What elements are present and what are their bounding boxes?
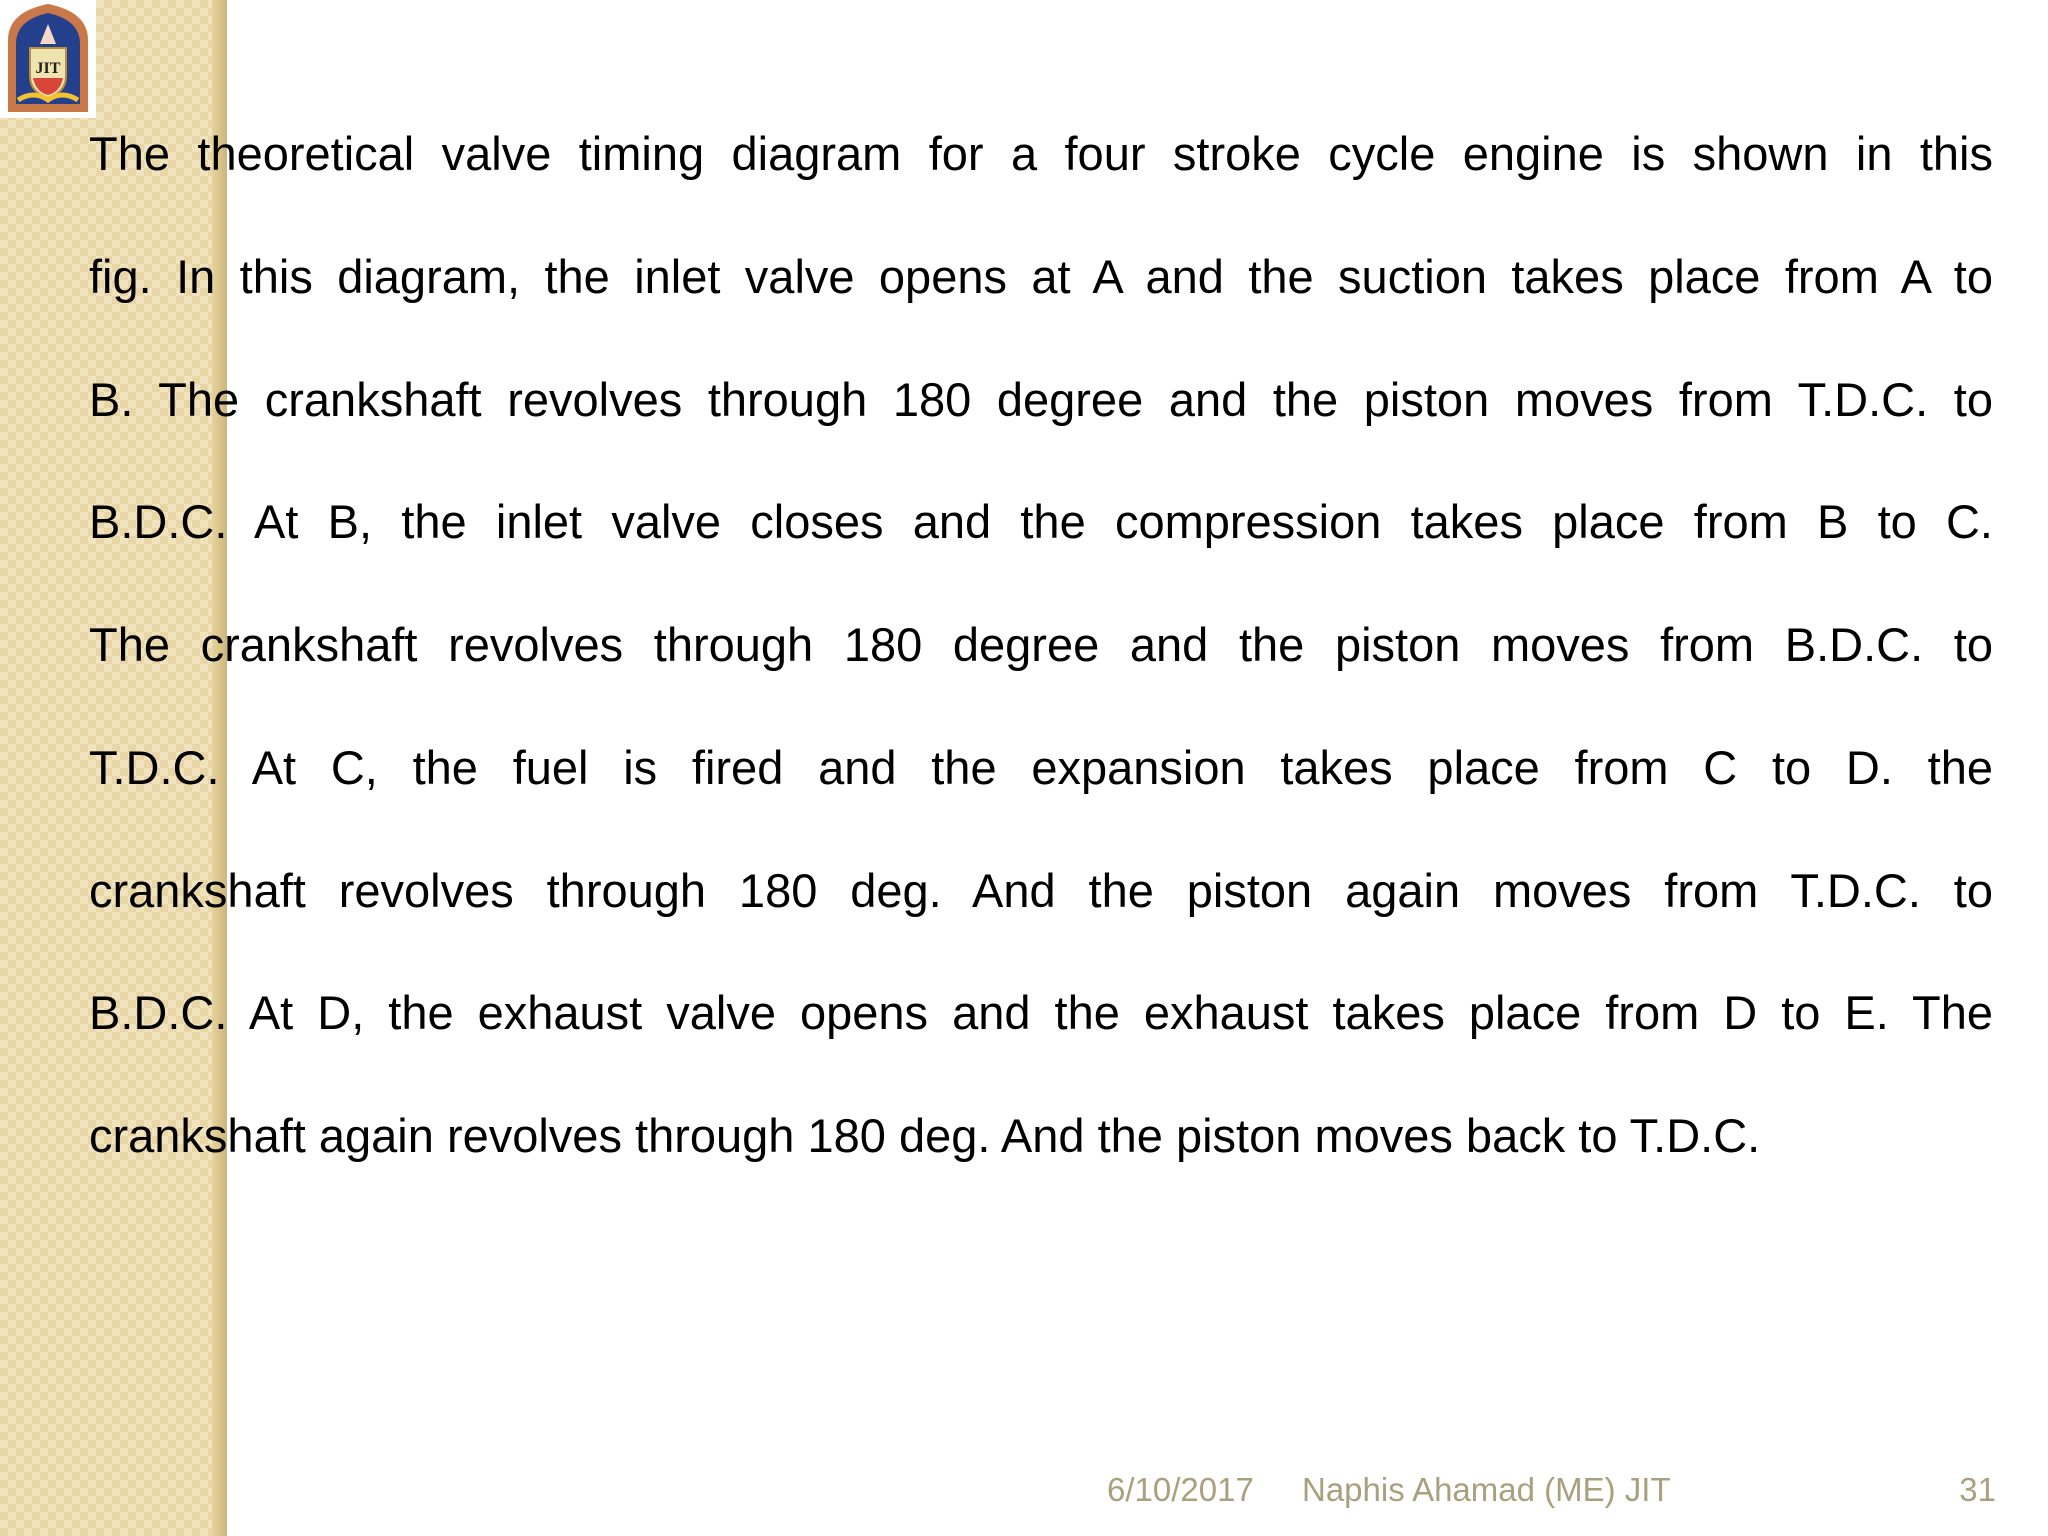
body-text-line: T.D.C. At C, the fuel is fired and the expansion takes place from C to D. the xyxy=(89,741,1993,794)
body-text-line: B.D.C. At D, the exhaust valve opens and the exhaust takes place from D to E. The xyxy=(89,986,1993,1039)
body-text-line: B. The crankshaft revolves through 180 degree and the piston moves from T.D.C. to xyxy=(89,373,1993,426)
institution-logo xyxy=(0,0,96,118)
body-text-line: crankshaft again revolves through 180 deg. And the piston moves back to T.D.C. xyxy=(89,1109,1761,1162)
body-text-line: The crankshaft revolves through 180 degree and the piston moves from B.D.C. to xyxy=(89,618,1993,671)
footer-date: 6/10/2017 xyxy=(1107,1471,1254,1508)
body-text-line: crankshaft revolves through 180 deg. And the piston again moves from T.D.C. to xyxy=(89,864,1993,917)
body-text-line: B.D.C. At B, the inlet valve closes and the compression takes place from B to C. xyxy=(89,495,1993,548)
slide-number: 31 xyxy=(1959,1471,1996,1508)
footer-author: Naphis Ahamad (ME) JIT xyxy=(1302,1471,1671,1508)
body-text-line: The theoretical valve timing diagram for a four stroke cycle engine is shown in this xyxy=(89,127,1993,180)
body-text-line: fig. In this diagram, the inlet valve opens at A and the suction takes place from A to xyxy=(89,250,1993,303)
svg-text:JIT: JIT xyxy=(35,60,61,77)
